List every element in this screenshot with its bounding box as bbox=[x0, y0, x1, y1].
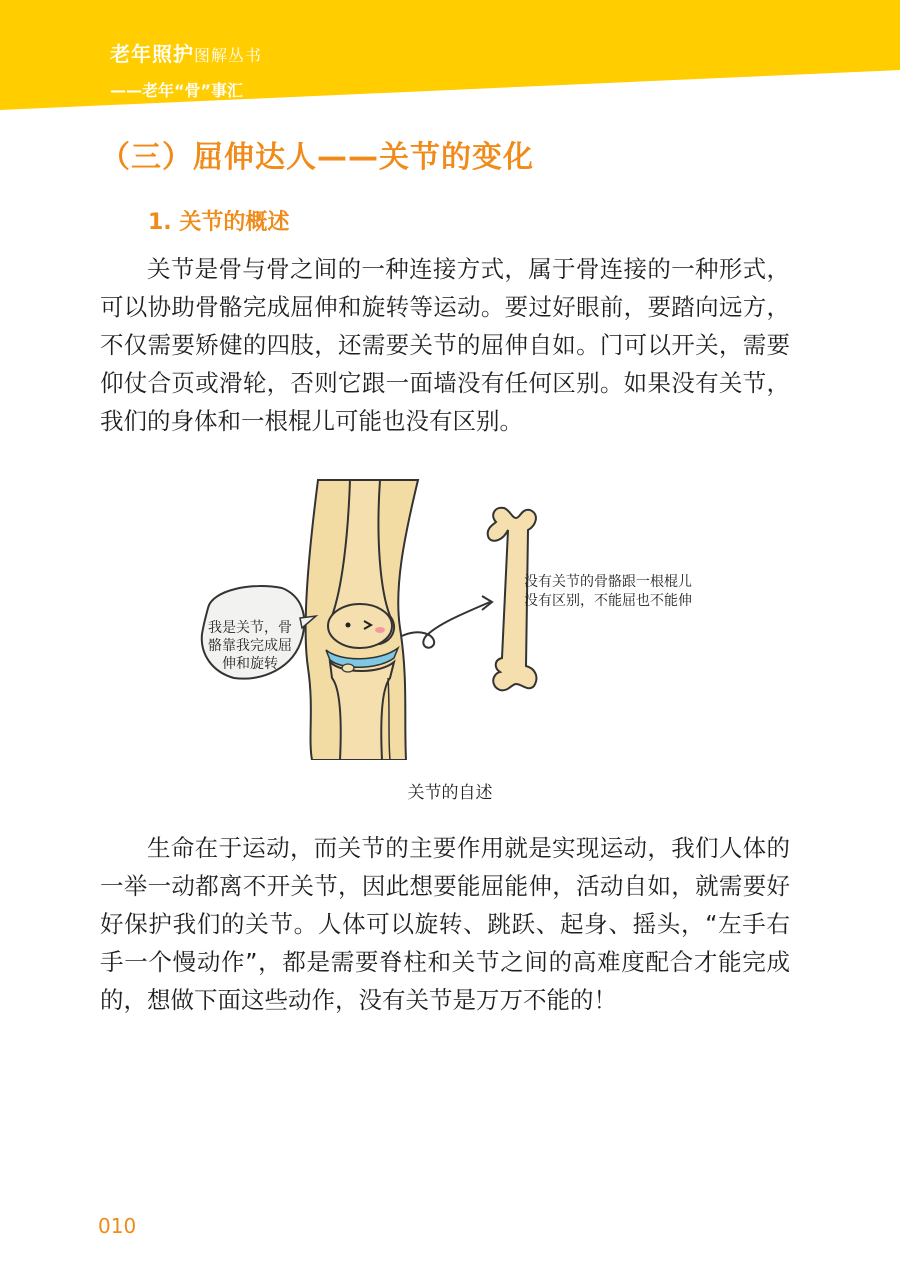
subsection-title: 1. 关节的概述 bbox=[148, 210, 290, 235]
figure-note: 没有关节的骨骼跟一根棍儿没有区别，不能屈也不能伸 bbox=[524, 574, 692, 609]
series-title bbox=[110, 38, 262, 67]
section-title: （三）屈伸达人——关节的变化 bbox=[100, 140, 534, 175]
knee-cap bbox=[328, 604, 392, 648]
knee-eye-left bbox=[346, 623, 351, 628]
paragraph-1: 关节是骨与骨之间的一种连接方式，属于骨连接的一种形式，可以协助骨骼完成屈伸和旋转等运动。要过好眼前，要踏向远方，不仅需要矫健的四肢，还需要关节的屈伸自如。门可以开关，需要仰仗合页或滑轮，否则它跟一面墙没有任何区别。如果没有关节，我们的身体和一根棍儿可能也没有区别。 bbox=[100, 255, 790, 435]
bubble-text: 我是关节，骨骼靠我完成屈伸和旋转 bbox=[208, 620, 292, 672]
paragraph-2: 生命在于运动，而关节的主要作用就是实现运动，我们人体的一举一动都离不开关节，因此想要能屈能伸，活动自如，就需要好好保护我们的关节。人体可以旋转、跳跃、起身、摇头，“左手右手一个慢动作”，都是需要脊柱和关节之间的高难度配合才能完成的，想做下面这些动作，没有关节是万万不能的！ bbox=[100, 834, 790, 1014]
arrow bbox=[402, 602, 490, 648]
series-title-main: 老年照护 bbox=[110, 42, 194, 66]
knee-blush bbox=[375, 627, 385, 633]
figure-caption: 关节的自述 bbox=[407, 783, 493, 803]
series-title-sub: 图解丛书 bbox=[194, 46, 263, 65]
series-subtitle: ——老年“骨”事汇 bbox=[110, 81, 244, 100]
page-number: 010 bbox=[98, 1214, 137, 1238]
tibia-spot bbox=[342, 664, 354, 672]
